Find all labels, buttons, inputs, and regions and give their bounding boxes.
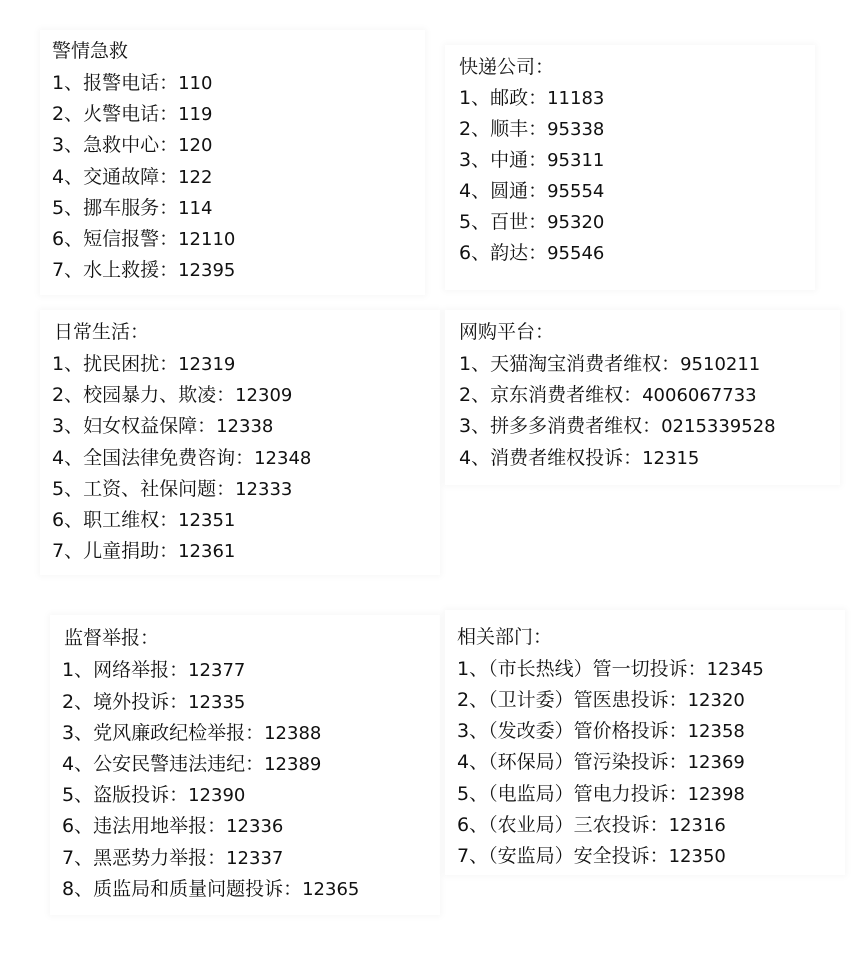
- list-item: 4、（环保局）管污染投诉：12369: [457, 751, 745, 773]
- list-item: 5、盗版投诉：12390: [62, 784, 246, 806]
- list-item: 6、韵达：95546: [459, 242, 605, 264]
- list-item: 8、质监局和质量问题投诉：12365: [62, 878, 360, 900]
- section-related-departments: [445, 610, 845, 875]
- list-item: 5、（电监局）管电力投诉：12398: [457, 783, 745, 805]
- list-item: 1、扰民困扰：12319: [52, 353, 236, 375]
- list-item: 4、消费者维权投诉：12315: [459, 447, 700, 469]
- list-item: 5、工资、社保问题：12333: [52, 478, 293, 500]
- list-item: 3、拼多多消费者维权：0215339528: [459, 415, 776, 437]
- list-item: 2、火警电话：119: [52, 103, 213, 125]
- list-item: 3、中通：95311: [459, 149, 605, 171]
- list-item: 5、挪车服务：114: [52, 197, 213, 219]
- section-title: 网购平台：: [459, 321, 555, 343]
- list-item: 6、（农业局）三农投诉：12316: [457, 814, 726, 836]
- list-item: 3、（发改委）管价格投诉：12358: [457, 720, 745, 742]
- list-item: 1、邮政：11183: [459, 87, 605, 109]
- section-online-shopping: [445, 310, 840, 485]
- list-item: 1、网络举报：12377: [62, 659, 246, 681]
- section-emergency: [40, 30, 425, 295]
- list-item: 1、（市长热线）管一切投诉：12345: [457, 658, 764, 680]
- list-item: 7、（安监局）安全投诉：12350: [457, 845, 726, 867]
- list-item: 3、妇女权益保障：12338: [52, 415, 274, 437]
- list-item: 4、圆通：95554: [459, 180, 605, 202]
- list-item: 1、报警电话：110: [52, 72, 213, 94]
- list-item: 4、全国法律免费咨询：12348: [52, 447, 312, 469]
- list-item: 7、儿童捐助：12361: [52, 540, 236, 562]
- section-title: 监督举报：: [64, 627, 160, 649]
- list-item: 2、（卫计委）管医患投诉：12320: [457, 689, 745, 711]
- list-item: 4、交通故障：122: [52, 166, 213, 188]
- section-supervision-report: [50, 615, 440, 915]
- section-title: 快递公司：: [459, 56, 555, 78]
- list-item: 2、校园暴力、欺凌：12309: [52, 384, 293, 406]
- section-title: 日常生活：: [54, 321, 150, 343]
- section-title: 相关部门：: [457, 626, 553, 648]
- list-item: 2、顺丰：95338: [459, 118, 605, 140]
- list-item: 2、京东消费者维权：4006067733: [459, 384, 757, 406]
- section-daily-life: [40, 310, 440, 575]
- list-item: 6、职工维权：12351: [52, 509, 236, 531]
- list-item: 6、违法用地举报：12336: [62, 815, 284, 837]
- list-item: 3、急救中心：120: [52, 134, 213, 156]
- list-item: 5、百世：95320: [459, 211, 605, 233]
- list-item: 6、短信报警：12110: [52, 228, 236, 250]
- list-item: 2、境外投诉：12335: [62, 691, 246, 713]
- list-item: 3、党风廉政纪检举报：12388: [62, 722, 322, 744]
- list-item: 7、水上救援：12395: [52, 259, 236, 281]
- section-express: [445, 45, 815, 290]
- list-item: 1、天猫淘宝消费者维权：9510211: [459, 353, 761, 375]
- section-title: 警情急救: [52, 40, 129, 62]
- list-item: 7、黑恶势力举报：12337: [62, 847, 284, 869]
- list-item: 4、公安民警违法违纪：12389: [62, 753, 322, 775]
